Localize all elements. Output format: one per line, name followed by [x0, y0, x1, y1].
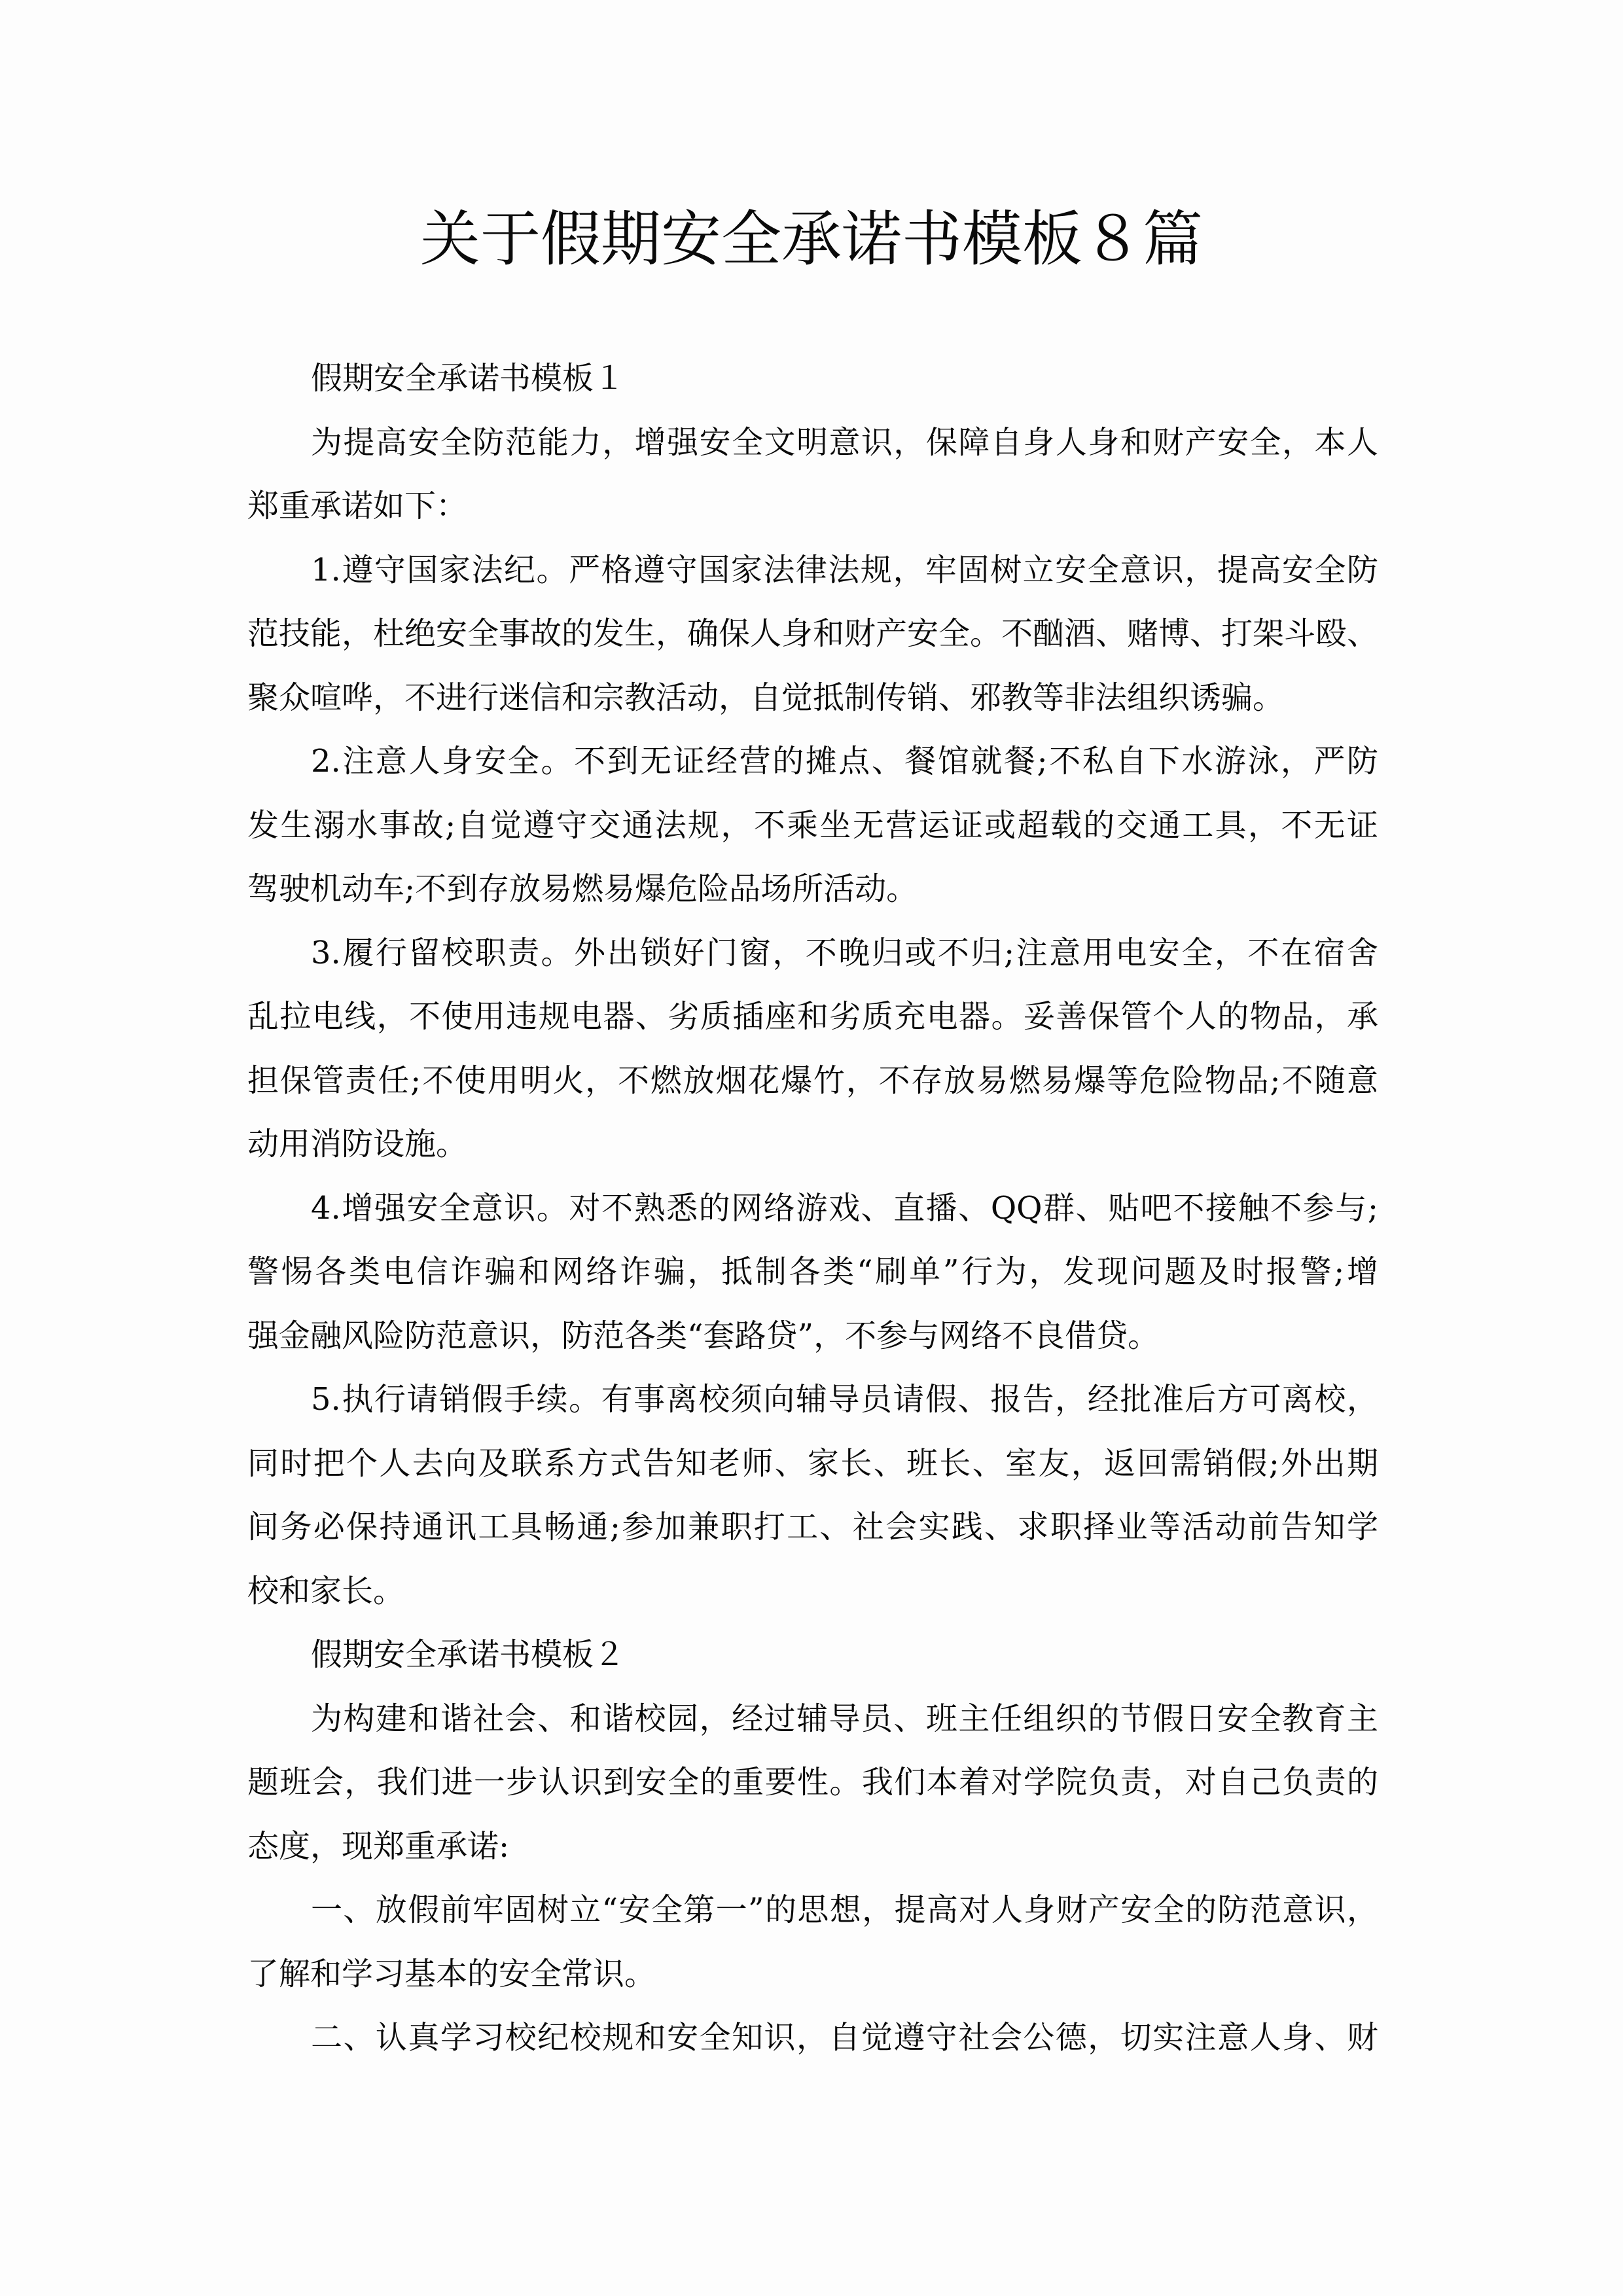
paragraph-line: 为提高安全防范能力，增强安全文明意识，保障自身人身和财产安全，本人	[311, 423, 1378, 461]
paragraph-line: 为构建和谐社会、和谐校园，经过辅导员、班主任组织的节假日安全教育主	[311, 1700, 1378, 1737]
paragraph-item-two	[247, 2006, 1378, 2070]
paragraph-item-3	[247, 922, 1378, 1177]
section-heading: 假期安全承诺书模板２	[311, 1636, 626, 1673]
document-title: 关于假期安全承诺书模板８篇	[419, 204, 1203, 274]
paragraph-item-5	[247, 1368, 1378, 1623]
paragraph-line: 3.履行留校职责。外出锁好门窗，不晚归或不归;注意用电安全，不在宿舍	[311, 934, 1378, 971]
paragraph-line: 驾驶机动车;不到存放易燃易爆危险品场所活动。	[247, 870, 918, 907]
paragraph-intro	[247, 411, 1378, 539]
paragraph-item-2	[247, 730, 1378, 922]
paragraph-line: 一、放假前牢固树立“安全第一”的思想，提高对人身财产安全的防范意识，	[311, 1892, 1378, 1928]
document-body	[247, 347, 1378, 2070]
paragraph-line: 间务必保持通讯工具畅通;参加兼职打工、社会实践、求职择业等活动前告知学	[247, 1509, 1378, 1545]
paragraph-line: 5.执行请销假手续。有事离校须向辅导员请假、报告，经批准后方可离校，	[311, 1381, 1378, 1418]
paragraph-line: 聚众喧哗，不进行迷信和宗教活动，自觉抵制传销、邪教等非法组织诱骗。	[247, 679, 1285, 716]
paragraph-line: 同时把个人去向及联系方式告知老师、家长、班长、室友，返回需销假;外出期	[247, 1444, 1378, 1482]
paragraph-item-one	[247, 1878, 1378, 2006]
paragraph-line: 校和家长。	[247, 1572, 405, 1609]
paragraph-intro	[247, 1687, 1378, 1879]
paragraph-line: 范技能，杜绝安全事故的发生，确保人身和财产安全。不酗酒、赌博、打架斗殴、	[247, 615, 1379, 652]
section-template-1	[247, 347, 1378, 1623]
paragraph-line: 态度，现郑重承诺:	[247, 1827, 510, 1865]
paragraph-line: 强金融风险防范意识，防范各类“套路贷”，不参与网络不良借贷。	[247, 1317, 1160, 1354]
section-template-2	[247, 1623, 1378, 2070]
paragraph-line: 1.遵守国家法纪。严格遵守国家法律法规，牢固树立安全意识，提高安全防	[311, 551, 1378, 588]
paragraph-line: 担保管责任;不使用明火，不燃放烟花爆竹，不存放易燃易爆等危险物品;不随意	[247, 1062, 1378, 1099]
paragraph-line: 2.注意人身安全。不到无证经营的摊点、餐馆就餐;不私自下水游泳，严防	[311, 743, 1378, 780]
paragraph-line: 乱拉电线，不使用违规电器、劣质插座和劣质充电器。妥善保管个人的物品，承	[247, 998, 1378, 1035]
paragraph-line: 题班会，我们进一步认识到安全的重要性。我们本着对学院负责，对自己负责的	[247, 1764, 1378, 1801]
paragraph-item-4	[247, 1177, 1378, 1369]
paragraph-line: 4.增强安全意识。对不熟悉的网络游戏、直播、QQ群、贴吧不接触不参与;	[311, 1189, 1378, 1227]
paragraph-line: 发生溺水事故;自觉遵守交通法规，不乘坐无营运证或超载的交通工具，不无证	[247, 806, 1378, 844]
paragraph-item-1	[247, 539, 1378, 730]
paragraph-line: 二、认真学习校纪校规和安全知识，自觉遵守社会公德，切实注意人身、财	[311, 2019, 1378, 2056]
paragraph-line: 郑重承诺如下：	[247, 488, 468, 524]
paragraph-line: 警惕各类电信诈骗和网络诈骗，抵制各类“刷单”行为，发现问题及时报警;增	[247, 1253, 1378, 1290]
section-heading: 假期安全承诺书模板１	[311, 360, 626, 397]
paragraph-line: 动用消防设施。	[247, 1126, 468, 1162]
paragraph-line: 了解和学习基本的安全常识。	[247, 1955, 656, 1992]
